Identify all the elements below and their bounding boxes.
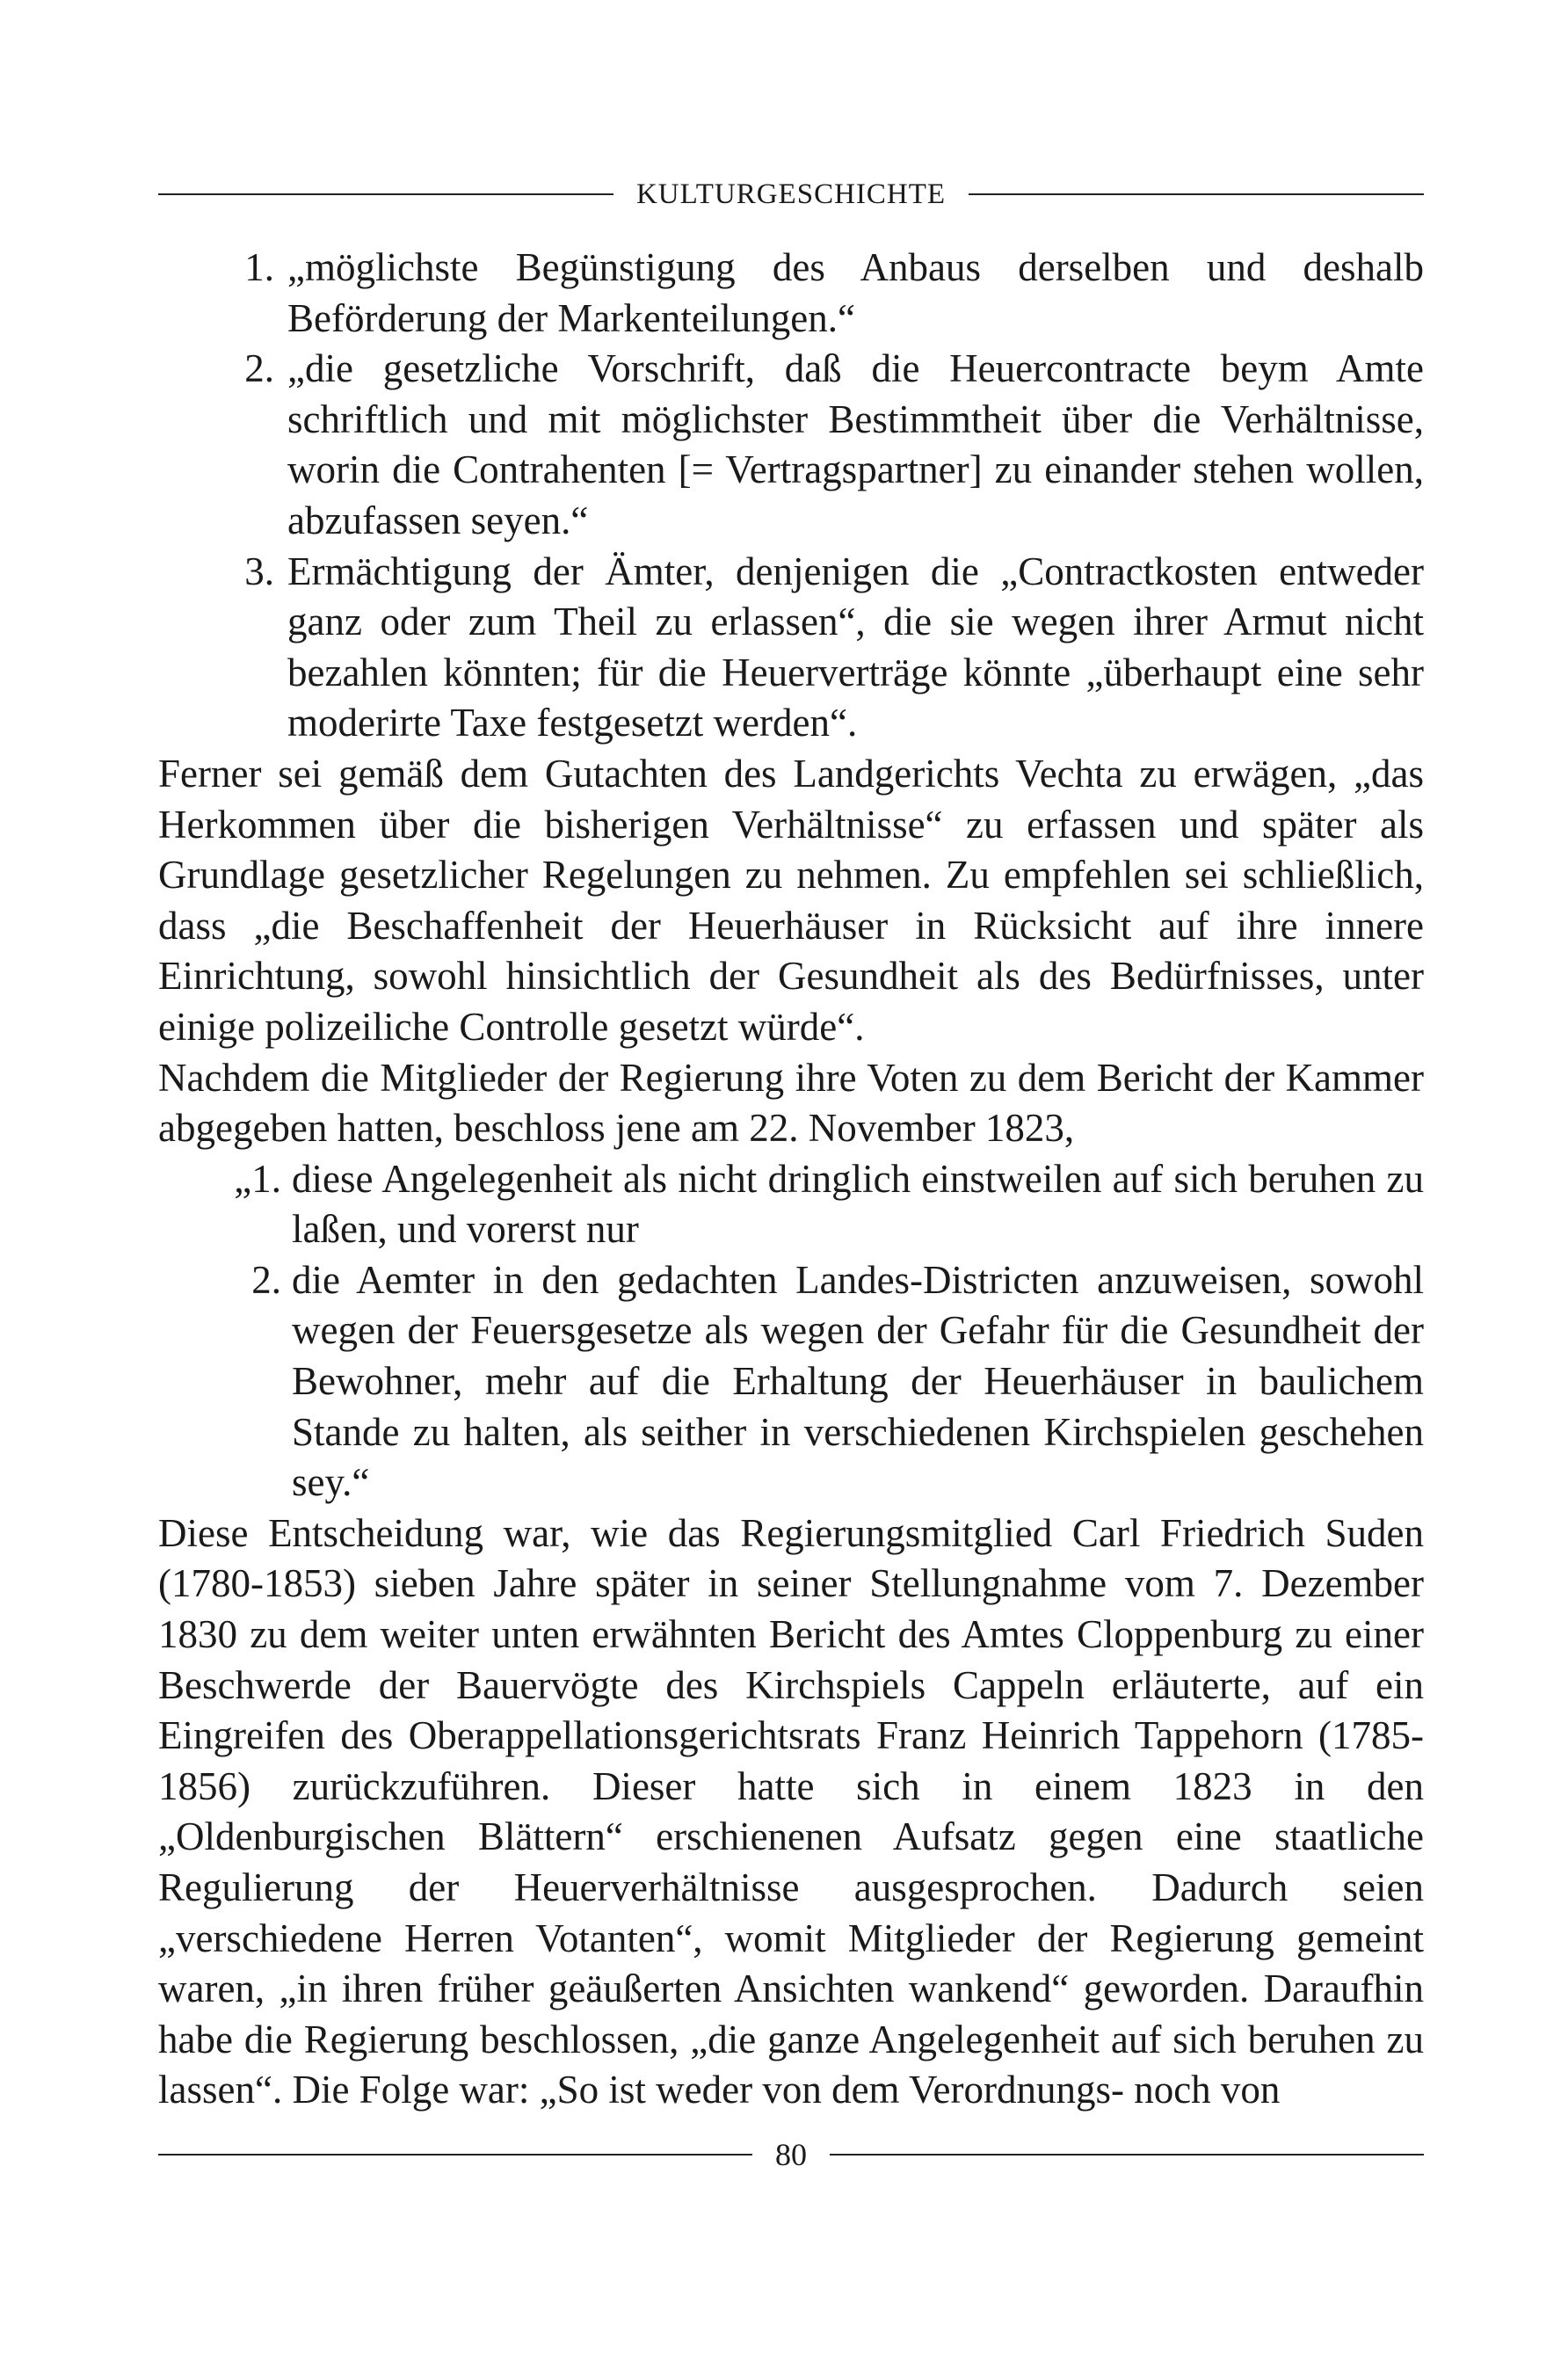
list-number: 1. (244, 245, 274, 289)
list-number: 3. (244, 549, 274, 593)
list-text: Ermächtigung der Ämter, denjenigen die „Contractkosten entweder ganz oder zum Theil zu erlassen“, die sie wegen ihrer Armut nicht bezahlen könnten; für die Heuerverträge könnte „überhaupt eine sehr moderirte Taxe festgesetzt werden“. (287, 549, 1424, 745)
list-number: 2. (251, 1257, 281, 1302)
list-number: „1. (234, 1156, 281, 1201)
footer-rule-right (830, 2154, 1424, 2156)
page-footer (158, 2133, 1424, 2177)
body-text (158, 243, 1424, 2116)
running-title: KULTURGESCHICHTE (635, 178, 947, 210)
list-item (158, 1154, 1424, 1255)
list-text: diese Angelegenheit als nicht dringlich einstweilen auf sich beruhen zu laßen, und vorerst nur (292, 1156, 1424, 1252)
footer-rule-left (158, 2154, 752, 2156)
paragraph: Nachdem die Mitglieder der Regierung ihre Voten zu dem Bericht der Kammer abgegeben hatten, beschloss jene am 22. November 1823, (158, 1055, 1424, 1151)
header-rule-left (158, 193, 613, 195)
numbered-list-proposals (158, 243, 1424, 749)
list-text: „möglichste Begünstigung des Anbaus derselben und deshalb Beförderung der Markenteilungen.“ (287, 245, 1424, 340)
paragraph: Diese Entscheidung war, wie das Regierungsmitglied Carl Friedrich Suden (1780-1853) sieben Jahre später in seiner Stellungnahme vom 7. Dezember 1830 zu dem weiter unten erwähnten Bericht des Amtes Cloppenburg zu einer Beschwerde der Bauervögte des Kirchspiels Cappeln erläuterte, auf ein Eingreifen des Oberappellationsgerichtsrats Franz Heinrich Tappehorn (1785-1856) zurückzuführen. Dieser hatte sich in einem 1823 in den „Oldenburgischen Blättern“ erschienenen Aufsatz gegen eine staatliche Regulierung der Heuerverhältnisse ausgesprochen. Dadurch seien „verschiedene Herren Votanten“, womit Mitglieder der Regierung gemeint waren, „in ihren früher geäußerten Ansichten wankend“ geworden. Daraufhin habe die Regierung beschlossen, „die ganze Angelegenheit auf sich beruhen zu lassen“. Die Folge war: „So ist weder von dem Verordnungs- noch von (158, 1510, 1424, 2112)
list-text: „die gesetzliche Vorschrift, daß die Heuercontracte beym Amte schriftlich und mit möglichster Bestimmtheit über die Verhältnisse, worin die Contrahenten [= Vertragspartner] zu einander stehen wollen, abzufassen seyen.“ (287, 346, 1424, 542)
header-rule-right (969, 193, 1424, 195)
list-item (158, 344, 1424, 546)
numbered-list-decision (158, 1154, 1424, 1509)
page-number: 80 (775, 2137, 807, 2172)
paragraph: Ferner sei gemäß dem Gutachten des Landgerichts Vechta zu erwägen, „das Herkommen über die bisherigen Verhältnisse“ zu erfassen und später als Grundlage gesetzlicher Regelungen zu nehmen. Zu empfehlen sei schließlich, dass „die Beschaffenheit der Heuerhäuser in Rücksicht auf ihre innere Einrichtung, sowohl hinsichtlich der Gesundheit als des Bedürfnisses, unter einige polizeiliche Controlle gesetzt würde“. (158, 751, 1424, 1049)
running-header (158, 172, 1424, 216)
list-item (158, 243, 1424, 344)
list-text: die Aemter in den gedachten Landes-Districten anzuweisen, sowohl wegen der Feuersgesetze als wegen der Gefahr für die Gesundheit der Bewohner, mehr auf die Erhaltung der Heuerhäuser in baulichem Stande zu halten, als seither in verschiedenen Kirchspielen geschehen sey.“ (292, 1257, 1424, 1505)
list-number: 2. (244, 346, 274, 391)
list-item (158, 1255, 1424, 1509)
list-item (158, 547, 1424, 749)
